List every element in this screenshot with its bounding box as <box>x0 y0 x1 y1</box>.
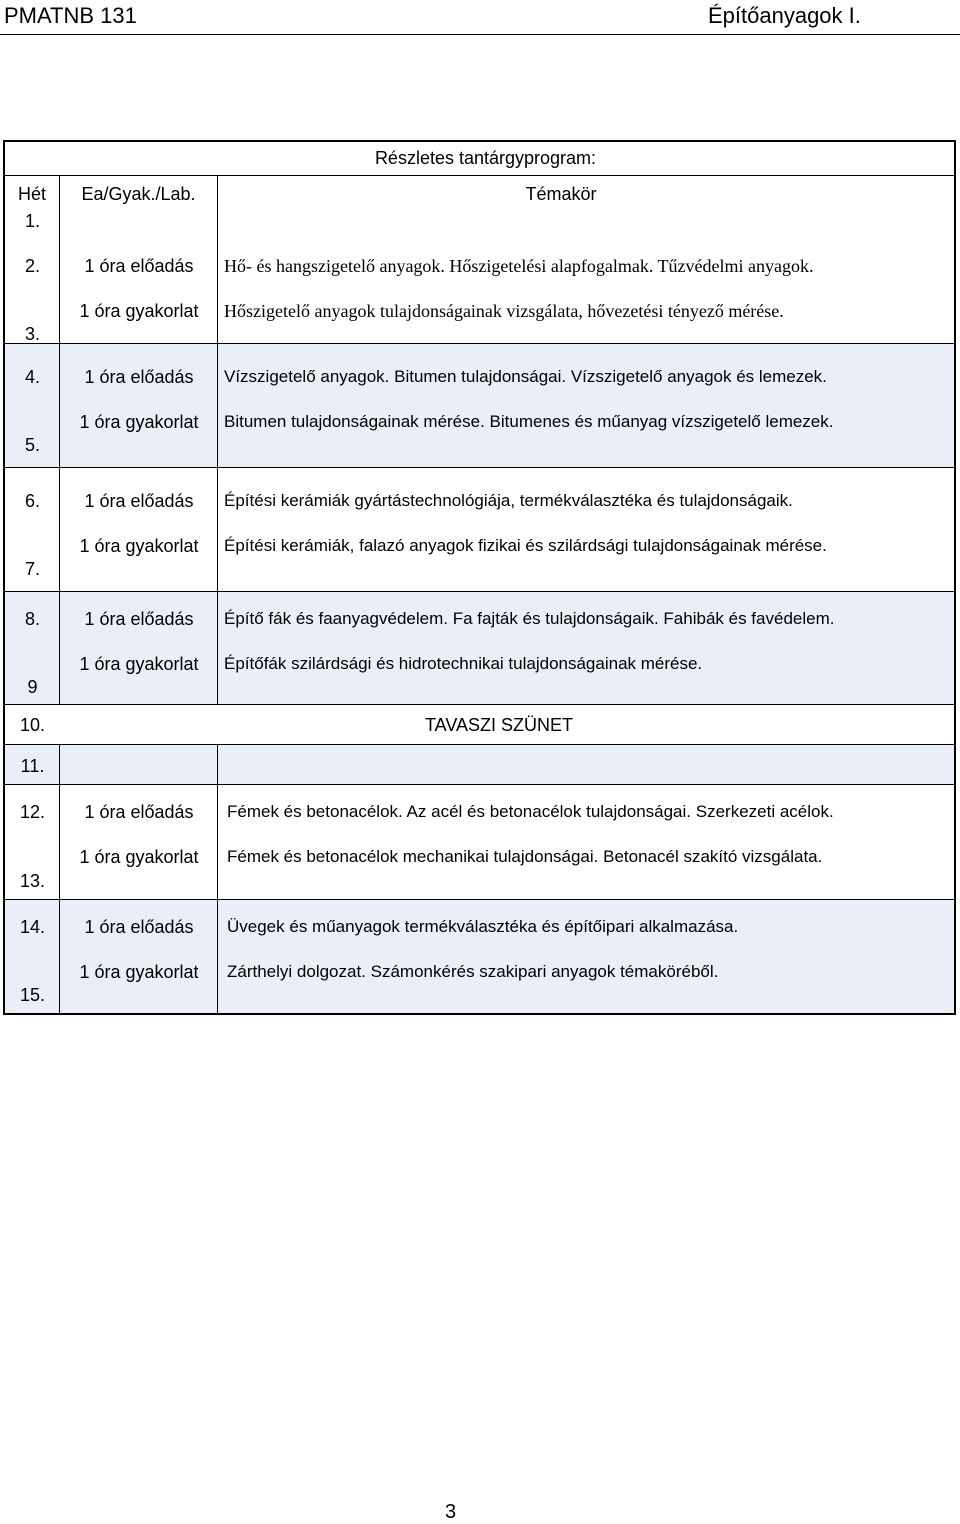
lesson-type: 1 óra előadás <box>84 491 194 511</box>
week-number: 4. <box>24 367 40 387</box>
header-type: Ea/Gyak./Lab. <box>60 176 218 213</box>
topic-text: Vízszigetelő anyagok. Bitumen tulajdonságai. Vízszigetelő anyagok és lemezek. <box>224 367 827 386</box>
week-cell <box>5 344 60 467</box>
lesson-type: 1 óra gyakorlat <box>79 536 199 556</box>
week-number: 8. <box>24 609 40 629</box>
week-cell <box>5 785 60 899</box>
table-row-weeks-6-7 <box>5 468 954 592</box>
topic-cell <box>218 745 954 784</box>
header-week: Hét <box>5 176 60 213</box>
lesson-type: 1 óra gyakorlat <box>79 654 199 674</box>
header-course-title: Építőanyagok I. <box>708 3 861 28</box>
topic-text: Építőfák szilárdsági és hidrotechnikai tulajdonságainak mérése. <box>224 654 703 673</box>
table-row-weeks-8-9 <box>5 592 954 705</box>
topic-cell <box>218 785 954 899</box>
topic-text: Hő- és hangszigetelő anyagok. Hőszigetelési alapfogalmak. Tűzvédelmi anyagok. <box>224 256 814 276</box>
type-cell <box>60 344 218 467</box>
table-row-weeks-4-5 <box>5 344 954 468</box>
table-header-row <box>5 176 954 213</box>
week-cell <box>5 900 60 1013</box>
topic-text: Fémek és betonacélok mechanikai tulajdonságai. Betonacél szakító vizsgálata. <box>227 847 823 866</box>
week-cell <box>5 592 60 704</box>
week-cell <box>5 468 60 591</box>
lesson-type: 1 óra előadás <box>84 609 194 629</box>
type-cell <box>60 468 218 591</box>
week-number: 9 <box>27 677 38 697</box>
topic-text: Építési kerámiák gyártástechnológiája, termékválasztéka és tulajdonságaik. <box>224 491 793 510</box>
week-number: 11. <box>20 756 45 776</box>
table-row-weeks-1-3 <box>5 213 954 344</box>
break-label: TAVASZI SZÜNET <box>425 715 574 735</box>
week-number: 7. <box>24 559 40 579</box>
lesson-type: 1 óra gyakorlat <box>79 847 199 867</box>
topic-cell <box>218 900 954 1013</box>
type-cell <box>60 213 218 343</box>
topic-text: Bitumen tulajdonságainak mérése. Bitumenes és műanyag vízszigetelő lemezek. <box>224 412 834 431</box>
type-cell <box>60 745 218 784</box>
week-cell <box>5 213 60 343</box>
topic-cell <box>218 344 954 467</box>
header-course-code: PMATNB 131 <box>4 3 137 28</box>
topic-text: Fémek és betonacélok. Az acél és betonacélok tulajdonságai. Szerkezeti acélok. <box>227 802 834 821</box>
lesson-type: 1 óra gyakorlat <box>79 301 199 321</box>
table-title-row <box>5 142 954 176</box>
week-number: 14. <box>19 917 46 937</box>
week-number: 10. <box>19 715 46 735</box>
topic-text: Építő fák és faanyagvédelem. Fa fajták és tulajdonságaik. Fahibák és favédelem. <box>224 609 835 628</box>
week-number: 12. <box>19 802 46 822</box>
syllabus-table <box>3 140 956 1015</box>
lesson-type: 1 óra gyakorlat <box>79 962 199 982</box>
week-cell <box>5 745 60 784</box>
topic-cell <box>218 213 954 343</box>
week-number: 13. <box>19 871 46 891</box>
topic-text: Hőszigetelő anyagok tulajdonságainak vizsgálata, hővezetési tényező mérése. <box>224 301 784 321</box>
lesson-type: 1 óra előadás <box>84 256 194 276</box>
type-cell <box>60 900 218 1013</box>
topic-text: Építési kerámiák, falazó anyagok fizikai és szilárdsági tulajdonságainak mérése. <box>224 536 827 555</box>
topic-cell <box>218 592 954 704</box>
table-row-break <box>5 705 954 745</box>
week-number: 2. <box>24 256 40 276</box>
table-title: Részletes tantárgyprogram: <box>374 148 597 168</box>
week-number: 5. <box>24 435 40 455</box>
type-cell <box>60 592 218 704</box>
lesson-type: 1 óra előadás <box>84 917 194 937</box>
topic-text: Üvegek és műanyagok termékválasztéka és építőipari alkalmazása. <box>227 917 739 936</box>
week-number: 15. <box>19 985 46 1005</box>
lesson-type: 1 óra előadás <box>84 367 194 387</box>
week-number: 6. <box>24 491 40 511</box>
topic-cell <box>218 468 954 591</box>
week-number: 1. <box>24 211 40 231</box>
topic-text: Zárthelyi dolgozat. Számonkérés szakipari anyagok témaköréből. <box>227 962 719 981</box>
week-number: 3. <box>24 324 40 344</box>
lesson-type: 1 óra gyakorlat <box>79 412 199 432</box>
page-number: 3 <box>445 1501 457 1523</box>
lesson-type: 1 óra előadás <box>84 802 194 822</box>
type-cell <box>60 785 218 899</box>
header-divider <box>0 34 960 35</box>
header-topic: Témakör <box>525 184 597 204</box>
table-row-weeks-12-13 <box>5 785 954 900</box>
table-row-week-11 <box>5 745 954 785</box>
table-row-weeks-14-15 <box>5 900 954 1013</box>
